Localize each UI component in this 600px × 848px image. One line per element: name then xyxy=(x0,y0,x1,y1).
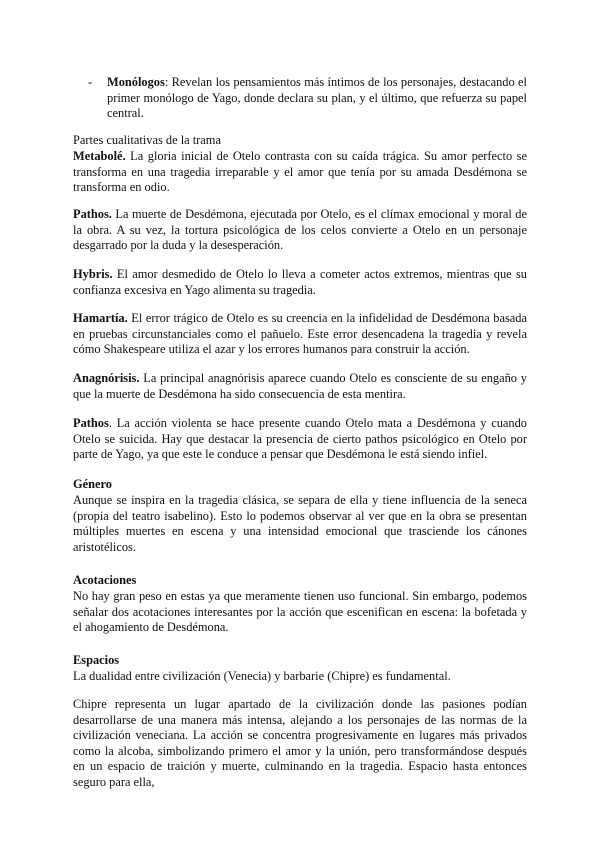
term: Hybris. xyxy=(73,267,113,281)
bullet-body: : Revelan los pensamientos más íntimos de los personajes, destacando el primer monólogo de Yago, donde declara su plan, y el último, que refuerza su papel central. xyxy=(107,75,527,121)
term: Metabolé. xyxy=(73,149,126,163)
term: Pathos xyxy=(73,416,109,430)
section-acotaciones-body: No hay gran peso en estas ya que meramente tienen uso funcional. Sin embargo, podemos señalar dos acotaciones interesantes por la acción que escenifican en escena: la bofetada y el ahogamiento de Desdémona. xyxy=(73,589,527,635)
paragraph-body: El error trágico de Otelo es su creencia en la infidelidad de Desdémona basada en pruebas circunstanciales como el pañuelo. Este error desencadena la tragedia y revela cómo Shakespeare utiliza el azar y los errores humanos para construir la acción. xyxy=(73,311,527,357)
bullet-dash: - xyxy=(88,75,93,89)
heading-genero: Género xyxy=(73,477,112,491)
paragraph-body: La muerte de Desdémona, ejecutada por Otelo, es el clímax emocional y moral de la obra. A su vez, la tortura psicológica de los celos convierte a Otelo en un personaje desgarrado por la duda y la desesperación. xyxy=(73,207,527,253)
paragraph-pathos xyxy=(73,207,527,254)
heading-acotaciones: Acotaciones xyxy=(73,573,137,587)
bullet-term: Monólogos xyxy=(107,75,165,89)
paragraph-metabole xyxy=(73,149,527,196)
paragraph-body: La gloria inicial de Otelo contrasta con su caída trágica. Su amor perfecto se transforma en una tragedia irreparable y el amor que tenía por su amada Desdémona se transforma en odio. xyxy=(73,149,527,195)
paragraph-body: La principal anagnórisis aparece cuando Otelo es consciente de su engaño y que la muerte de Desdémona ha sido consecuencia de esta mentira. xyxy=(73,371,527,401)
partes-title: Partes cualitativas de la trama xyxy=(73,133,221,147)
paragraph-hybris xyxy=(73,267,527,298)
heading-espacios: Espacios xyxy=(73,653,120,667)
paragraph-chipre: Chipre representa un lugar apartado de la civilización donde las pasiones podían desarrollarse de una manera más intensa, alejando a los personajes de las normas de la civilización veneciana. La acción se concentra progresivamente en lugares más privados como la alcoba, simbolizando primero el amor y la unión, pero transformándose después en un espacio de traición y muerte, culminando en la tragedia. Espacio hasta entonces seguro para ella, xyxy=(73,697,527,789)
paragraph-pathos-2 xyxy=(73,416,527,463)
term: Pathos. xyxy=(73,207,112,221)
paragraph-hamartia xyxy=(73,311,527,358)
paragraph-body: . La acción violenta se hace presente cuando Otelo mata a Desdémona y cuando Otelo se suicida. Hay que destacar la presencia de cierto pathos psicológico en Otelo por parte de Yago, ya que este le conduce a pensar que Desdémona le está siendo infiel. xyxy=(73,416,527,462)
term: Hamartía. xyxy=(73,311,128,325)
section-genero-body: Aunque se inspira en la tragedia clásica, se separa de ella y tiene influencia de la seneca (propia del teatro isabelino). Esto lo podemos observar al ver que en la obra se presentan múltiples muertes en escena y una intensidad emocional que trasciende los cánones aristotélicos. xyxy=(73,493,527,554)
section-espacios-body: La dualidad entre civilización (Venecia) y barbarie (Chipre) es fundamental. xyxy=(73,669,451,683)
bullet-monologos xyxy=(107,75,527,122)
term: Anagnórisis. xyxy=(73,371,140,385)
paragraph-body: El amor desmedido de Otelo lo lleva a cometer actos extremos, mientras que su confianza excesiva en Yago alimenta su tragedia. xyxy=(73,267,527,297)
paragraph-anagnorisis xyxy=(73,371,527,402)
